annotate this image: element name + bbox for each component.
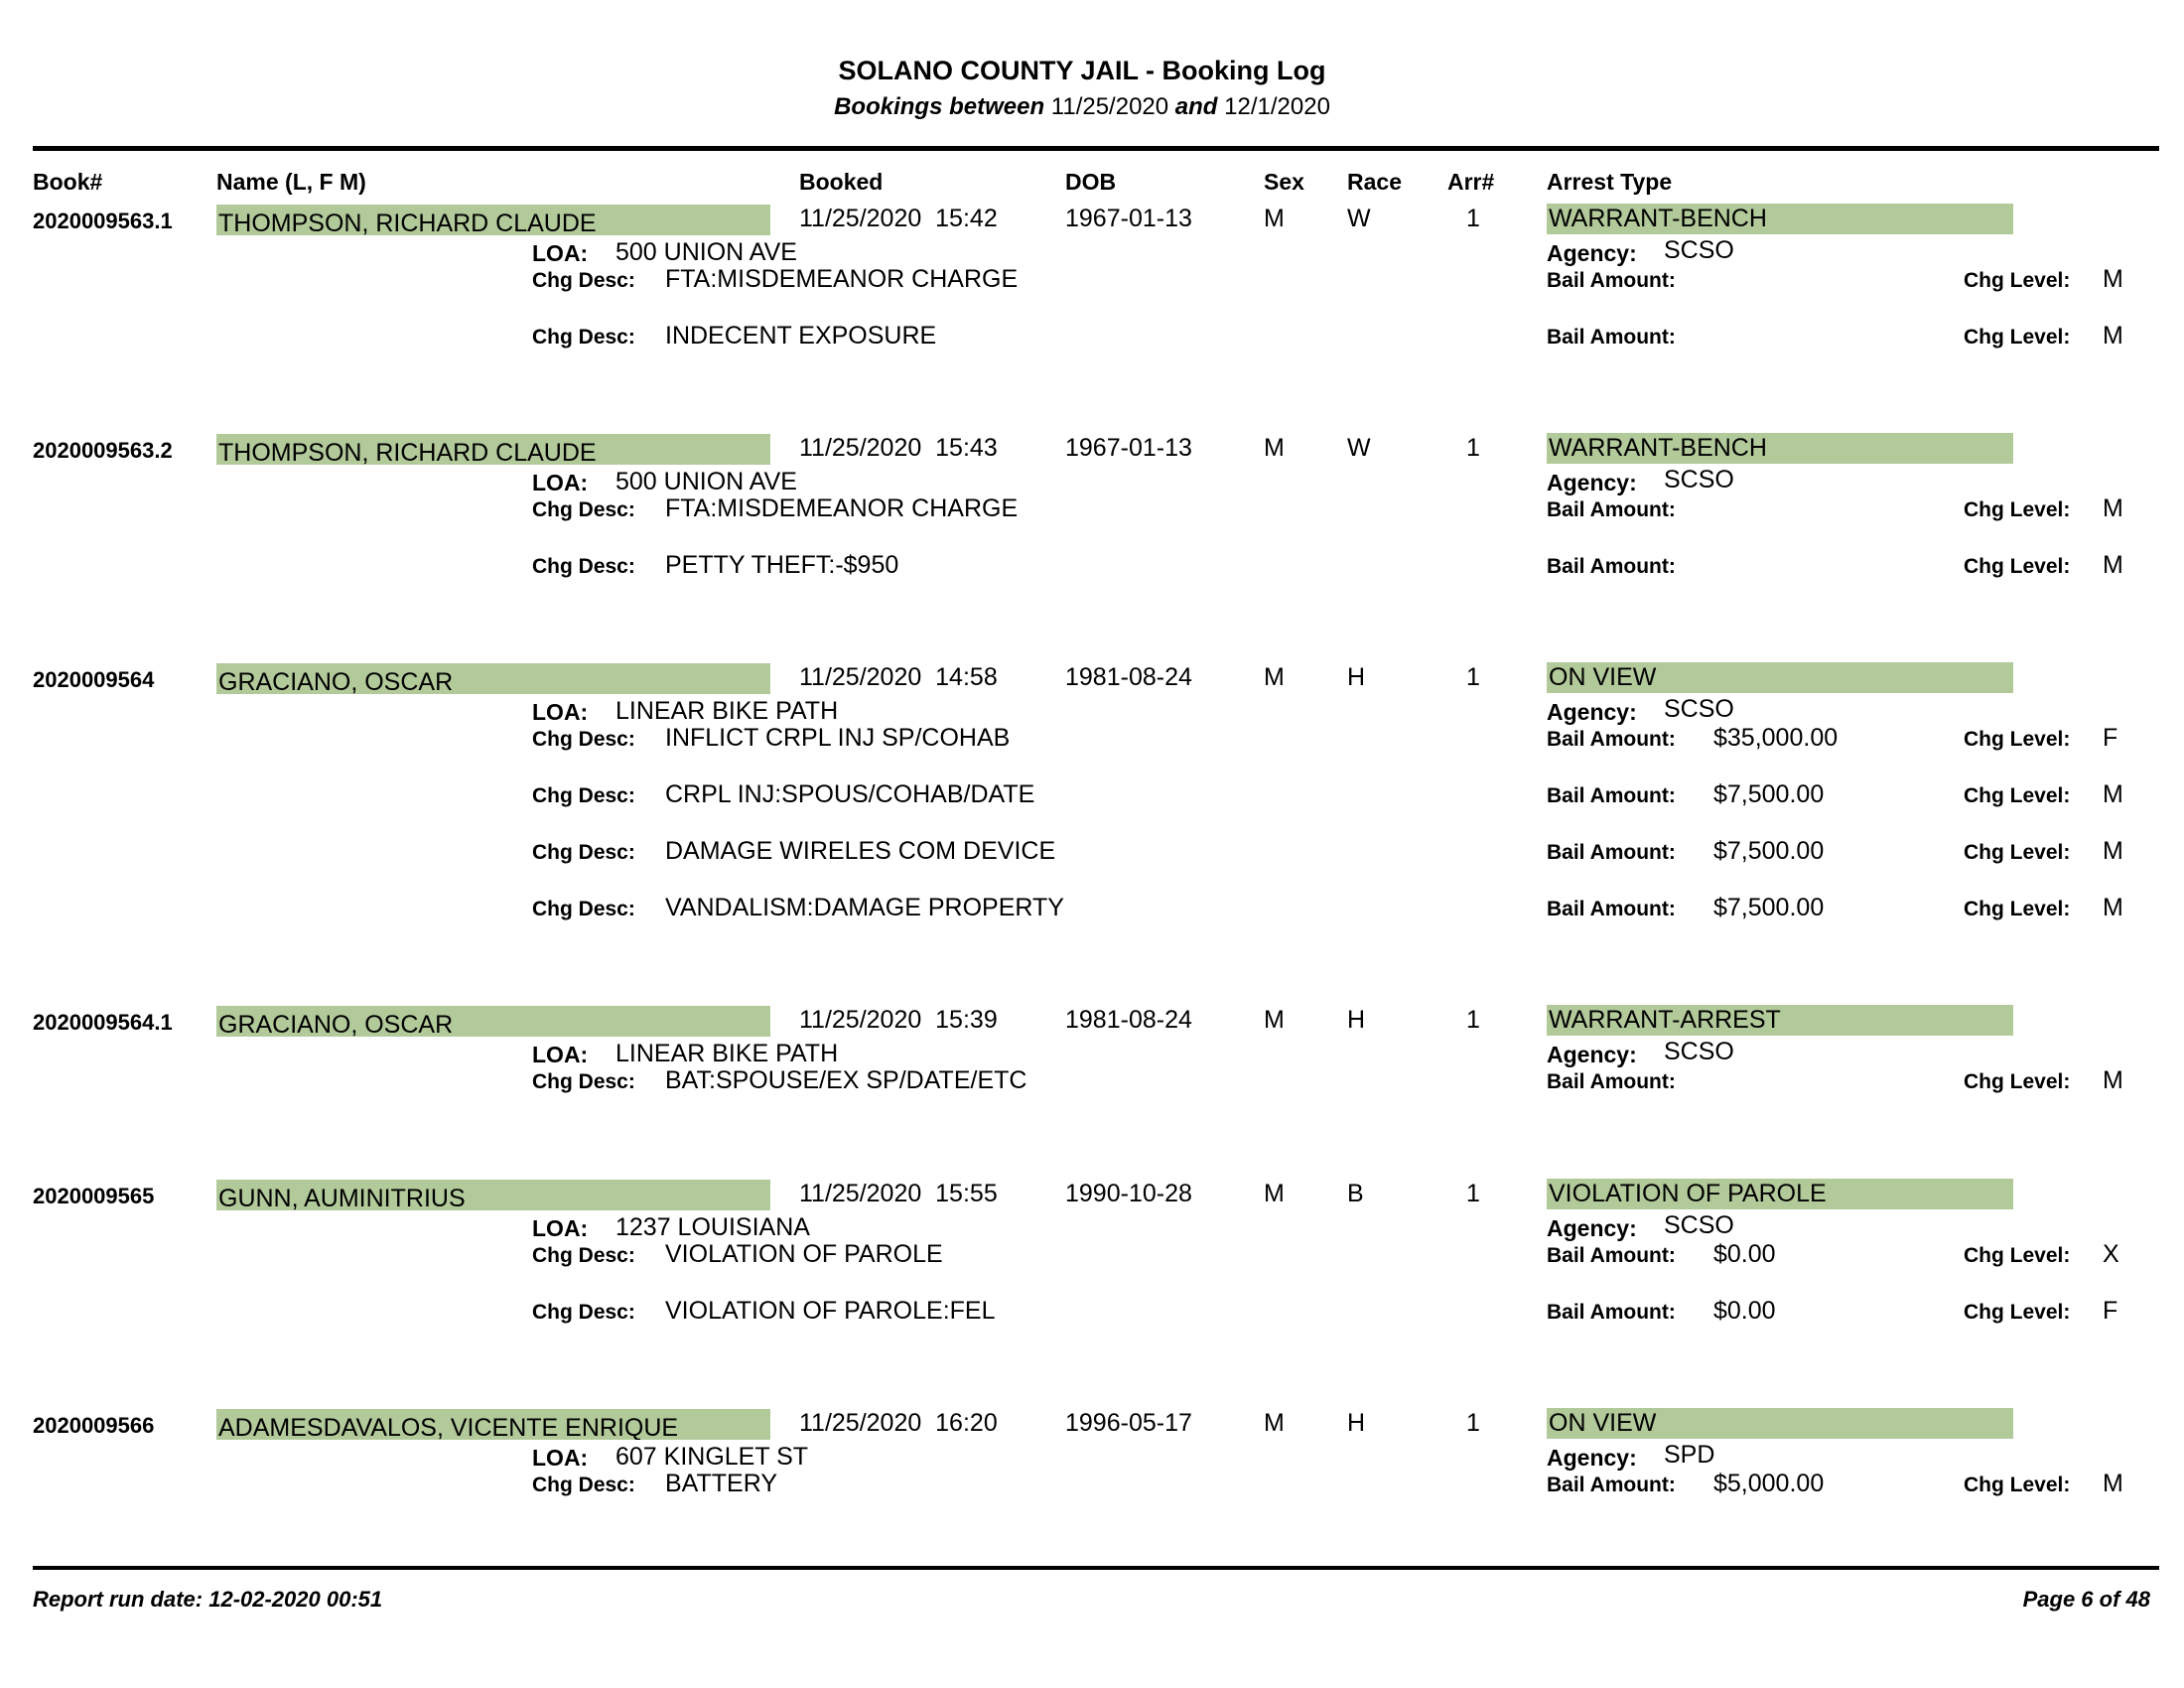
col-header-booked: Booked bbox=[799, 169, 884, 195]
inmate-name: GRACIANO, OSCAR bbox=[216, 1006, 770, 1037]
col-header-race: Race bbox=[1347, 169, 1402, 195]
footer-divider bbox=[33, 1566, 2159, 1570]
date-of-birth: 1981-08-24 bbox=[1065, 1006, 1192, 1034]
booked-datetime: 11/25/2020 14:58 bbox=[799, 663, 998, 691]
date-from: 11/25/2020 bbox=[1050, 93, 1169, 120]
report-subtitle bbox=[0, 93, 2164, 121]
bail-amount-label: Bail Amount: bbox=[1547, 326, 1676, 349]
charge-description: BAT:SPOUSE/EX SP/DATE/ETC bbox=[665, 1066, 1027, 1094]
bail-amount: $0.00 bbox=[1713, 1297, 1776, 1325]
bail-amount-label: Bail Amount: bbox=[1547, 728, 1676, 751]
arrest-type: WARRANT-ARREST bbox=[1547, 1005, 2013, 1036]
location-of-arrest: 500 UNION AVE bbox=[615, 238, 797, 266]
bail-amount-label: Bail Amount: bbox=[1547, 1070, 1676, 1093]
charge-level-label: Chg Level: bbox=[1964, 555, 2071, 578]
agency-label: Agency: bbox=[1547, 699, 1637, 725]
charge-level: M bbox=[2103, 322, 2123, 350]
inmate-name: GRACIANO, OSCAR bbox=[216, 663, 770, 694]
col-header-book: Book# bbox=[33, 169, 103, 195]
charge-level-label: Chg Level: bbox=[1964, 269, 2071, 292]
header-divider bbox=[33, 146, 2159, 151]
race: B bbox=[1347, 1180, 1364, 1207]
col-header-arr: Arr# bbox=[1447, 169, 1495, 195]
charge-desc-label: Chg Desc: bbox=[532, 1301, 635, 1324]
charge-desc-label: Chg Desc: bbox=[532, 784, 635, 807]
charge-level-label: Chg Level: bbox=[1964, 1244, 2071, 1267]
book-number: 2020009564.1 bbox=[33, 1010, 173, 1035]
charge-description: VIOLATION OF PAROLE bbox=[665, 1240, 943, 1268]
sex: M bbox=[1264, 205, 1285, 232]
col-header-dob: DOB bbox=[1065, 169, 1117, 195]
bail-amount: $35,000.00 bbox=[1713, 724, 1839, 752]
loa-label: LOA: bbox=[532, 1445, 589, 1471]
charge-level-label: Chg Level: bbox=[1964, 1301, 2071, 1324]
col-header-name: Name (L, F M) bbox=[216, 169, 366, 195]
race: W bbox=[1347, 434, 1371, 462]
bail-amount-label: Bail Amount: bbox=[1547, 784, 1676, 807]
bail-amount-label: Bail Amount: bbox=[1547, 1301, 1676, 1324]
sex: M bbox=[1264, 434, 1285, 462]
charge-level: X bbox=[2103, 1240, 2119, 1268]
book-number: 2020009564 bbox=[33, 667, 155, 692]
charge-level: F bbox=[2103, 724, 2118, 752]
inmate-name: THOMPSON, RICHARD CLAUDE bbox=[216, 434, 770, 465]
charge-desc-label: Chg Desc: bbox=[532, 498, 635, 521]
location-of-arrest: 607 KINGLET ST bbox=[615, 1443, 809, 1471]
charge-level-label: Chg Level: bbox=[1964, 898, 2071, 920]
loa-label: LOA: bbox=[532, 1042, 589, 1067]
loa-label: LOA: bbox=[532, 470, 589, 495]
charge-level: M bbox=[2103, 837, 2123, 865]
arresting-agency: SCSO bbox=[1664, 695, 1734, 723]
arrest-number: 1 bbox=[1466, 1409, 1480, 1437]
charge-level: M bbox=[2103, 1470, 2123, 1497]
inmate-name: GUNN, AUMINITRIUS bbox=[216, 1180, 770, 1210]
sex: M bbox=[1264, 1409, 1285, 1437]
date-of-birth: 1996-05-17 bbox=[1065, 1409, 1192, 1437]
charge-level-label: Chg Level: bbox=[1964, 1070, 2071, 1093]
bail-amount: $7,500.00 bbox=[1713, 780, 1825, 808]
charge-desc-label: Chg Desc: bbox=[532, 728, 635, 751]
charge-desc-label: Chg Desc: bbox=[532, 1244, 635, 1267]
arresting-agency: SCSO bbox=[1664, 1038, 1734, 1065]
date-to: 12/1/2020 bbox=[1224, 93, 1330, 120]
page-number: Page 6 of 48 bbox=[2022, 1587, 2150, 1612]
charge-desc-label: Chg Desc: bbox=[532, 1070, 635, 1093]
book-number: 2020009563.2 bbox=[33, 438, 173, 463]
report-run-date: Report run date: 12-02-2020 00:51 bbox=[33, 1587, 383, 1612]
race: W bbox=[1347, 205, 1371, 232]
charge-level: M bbox=[2103, 780, 2123, 808]
charge-level: F bbox=[2103, 1297, 2118, 1325]
charge-level: M bbox=[2103, 494, 2123, 522]
charge-level: M bbox=[2103, 551, 2123, 579]
booked-datetime: 11/25/2020 15:55 bbox=[799, 1180, 998, 1207]
sex: M bbox=[1264, 663, 1285, 691]
race: H bbox=[1347, 663, 1366, 691]
loa-label: LOA: bbox=[532, 240, 589, 266]
charge-description: VIOLATION OF PAROLE:FEL bbox=[665, 1297, 996, 1325]
book-number: 2020009566 bbox=[33, 1413, 155, 1438]
charge-level-label: Chg Level: bbox=[1964, 498, 2071, 521]
col-header-arrest-type: Arrest Type bbox=[1547, 169, 1673, 195]
arrest-number: 1 bbox=[1466, 434, 1480, 462]
location-of-arrest: 1237 LOUISIANA bbox=[615, 1213, 810, 1241]
charge-desc-label: Chg Desc: bbox=[532, 269, 635, 292]
arrest-number: 1 bbox=[1466, 205, 1480, 232]
charge-description: FTA:MISDEMEANOR CHARGE bbox=[665, 494, 1019, 522]
sex: M bbox=[1264, 1006, 1285, 1034]
bail-amount-label: Bail Amount: bbox=[1547, 1244, 1676, 1267]
agency-label: Agency: bbox=[1547, 470, 1637, 495]
bail-amount: $7,500.00 bbox=[1713, 894, 1825, 921]
arrest-type: ON VIEW bbox=[1547, 662, 2013, 693]
location-of-arrest: LINEAR BIKE PATH bbox=[615, 697, 839, 725]
charge-description: VANDALISM:DAMAGE PROPERTY bbox=[665, 894, 1064, 921]
charge-description: FTA:MISDEMEANOR CHARGE bbox=[665, 265, 1019, 293]
race: H bbox=[1347, 1006, 1366, 1034]
bail-amount-label: Bail Amount: bbox=[1547, 555, 1676, 578]
date-of-birth: 1967-01-13 bbox=[1065, 434, 1192, 462]
charge-level: M bbox=[2103, 894, 2123, 921]
arresting-agency: SCSO bbox=[1664, 236, 1734, 264]
charge-level: M bbox=[2103, 1066, 2123, 1094]
inmate-name: ADAMESDAVALOS, VICENTE ENRIQUE bbox=[216, 1409, 770, 1440]
charge-level-label: Chg Level: bbox=[1964, 728, 2071, 751]
charge-description: INDECENT EXPOSURE bbox=[665, 322, 937, 350]
col-header-sex: Sex bbox=[1264, 169, 1304, 195]
arrest-type: WARRANT-BENCH bbox=[1547, 204, 2013, 234]
charge-level-label: Chg Level: bbox=[1964, 1474, 2071, 1496]
arresting-agency: SPD bbox=[1664, 1441, 1715, 1469]
arresting-agency: SCSO bbox=[1664, 466, 1734, 493]
location-of-arrest: 500 UNION AVE bbox=[615, 468, 797, 495]
charge-desc-label: Chg Desc: bbox=[532, 898, 635, 920]
location-of-arrest: LINEAR BIKE PATH bbox=[615, 1040, 839, 1067]
book-number: 2020009565 bbox=[33, 1184, 155, 1208]
charge-level-label: Chg Level: bbox=[1964, 326, 2071, 349]
booked-datetime: 11/25/2020 16:20 bbox=[799, 1409, 998, 1437]
book-number: 2020009563.1 bbox=[33, 209, 173, 233]
agency-label: Agency: bbox=[1547, 240, 1637, 266]
charge-description: BATTERY bbox=[665, 1470, 777, 1497]
arrest-type: ON VIEW bbox=[1547, 1408, 2013, 1439]
charge-desc-label: Chg Desc: bbox=[532, 841, 635, 864]
agency-label: Agency: bbox=[1547, 1042, 1637, 1067]
charge-desc-label: Chg Desc: bbox=[532, 326, 635, 349]
inmate-name: THOMPSON, RICHARD CLAUDE bbox=[216, 205, 770, 235]
arrest-number: 1 bbox=[1466, 1180, 1480, 1207]
charge-desc-label: Chg Desc: bbox=[532, 555, 635, 578]
loa-label: LOA: bbox=[532, 699, 589, 725]
date-of-birth: 1990-10-28 bbox=[1065, 1180, 1192, 1207]
booked-datetime: 11/25/2020 15:43 bbox=[799, 434, 998, 462]
charge-desc-label: Chg Desc: bbox=[532, 1474, 635, 1496]
charge-description: DAMAGE WIRELES COM DEVICE bbox=[665, 837, 1056, 865]
arrest-number: 1 bbox=[1466, 1006, 1480, 1034]
subtitle-prefix: Bookings between bbox=[834, 93, 1045, 120]
date-of-birth: 1967-01-13 bbox=[1065, 205, 1192, 232]
bail-amount: $5,000.00 bbox=[1713, 1470, 1825, 1497]
booked-datetime: 11/25/2020 15:39 bbox=[799, 1006, 998, 1034]
charge-level-label: Chg Level: bbox=[1964, 841, 2071, 864]
bail-amount: $7,500.00 bbox=[1713, 837, 1825, 865]
charge-description: INFLICT CRPL INJ SP/COHAB bbox=[665, 724, 1011, 752]
arrest-number: 1 bbox=[1466, 663, 1480, 691]
charge-description: CRPL INJ:SPOUS/COHAB/DATE bbox=[665, 780, 1035, 808]
agency-label: Agency: bbox=[1547, 1445, 1637, 1471]
bail-amount-label: Bail Amount: bbox=[1547, 498, 1676, 521]
booked-datetime: 11/25/2020 15:42 bbox=[799, 205, 998, 232]
race: H bbox=[1347, 1409, 1366, 1437]
subtitle-and: and bbox=[1174, 93, 1218, 120]
bail-amount-label: Bail Amount: bbox=[1547, 1474, 1676, 1496]
charge-description: PETTY THEFT:-$950 bbox=[665, 551, 899, 579]
charge-level: M bbox=[2103, 265, 2123, 293]
date-of-birth: 1981-08-24 bbox=[1065, 663, 1192, 691]
loa-label: LOA: bbox=[532, 1215, 589, 1241]
arrest-type: VIOLATION OF PAROLE bbox=[1547, 1179, 2013, 1209]
bail-amount-label: Bail Amount: bbox=[1547, 269, 1676, 292]
bail-amount: $0.00 bbox=[1713, 1240, 1776, 1268]
arrest-type: WARRANT-BENCH bbox=[1547, 433, 2013, 464]
report-title: SOLANO COUNTY JAIL - Booking Log bbox=[838, 56, 1326, 85]
arresting-agency: SCSO bbox=[1664, 1211, 1734, 1239]
sex: M bbox=[1264, 1180, 1285, 1207]
bail-amount-label: Bail Amount: bbox=[1547, 898, 1676, 920]
agency-label: Agency: bbox=[1547, 1215, 1637, 1241]
bail-amount-label: Bail Amount: bbox=[1547, 841, 1676, 864]
charge-level-label: Chg Level: bbox=[1964, 784, 2071, 807]
